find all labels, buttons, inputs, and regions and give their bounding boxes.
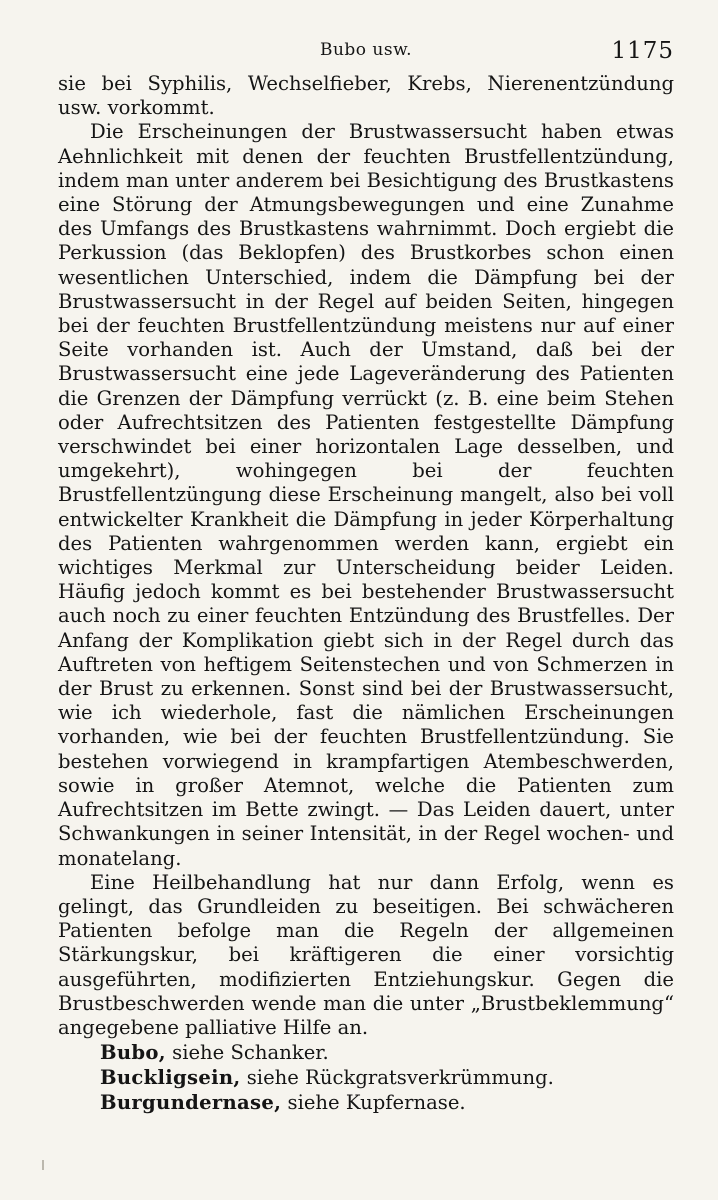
running-title: Bubo usw. xyxy=(319,40,413,60)
entry-headword: Bubo, xyxy=(100,1041,166,1065)
paragraph-symptoms: Die Erscheinungen der Brustwassersucht haben etwas Aehnlichkeit mit denen der feuchten Brustfellentzündung, indem man unter anderem bei Besichtigung des Brustkastens eine Störung der Atmungsbewegungen und eine Zunahme des Umfangs des Brustkastens wahrnimmt. Doch ergiebt die Perkussion (das Beklopfen) des Brustkorbes schon einen wesentlichen Unterschied, indem die Dämpfung bei der Brustwassersucht in der Regel auf beiden Seiten, hingegen bei der feuchten Brustfellentzündung meistens nur auf einer Seite vorhanden ist. Auch der Umstand, daß bei der Brustwassersucht eine jede Lageveränderung des Patienten die Grenzen der Dämpfung verrückt (z. B. eine beim Stehen oder Aufrechtsitzen des Patienten festgestellte Dämpfung verschwindet bei einer horizontalen Lage desselben, und umgekehrt), wohingegen bei der feuchten Brustfellentzüngung diese Erscheinung mangelt, also bei voll entwickelter Krankheit die Dämpfung in jeder Körperhaltung des Patienten wahrgenommen werden kann, ergiebt ein wichtiges Merkmal zur Unterscheidung beider Leiden. Häufig jedoch kommt es bei bestehender Brustwassersucht auch noch zu einer feuchten Entzündung des Brustfelles. Der Anfang der Komplikation giebt sich in der Regel durch das Auftreten von heftigem Seitenstechen und von Schmerzen in der Brust zu erkennen. Sonst sind bei der Brustwassersucht, wie ich wiederhole, fast die nämlichen Erscheinungen vorhanden, wie bei der feuchten Brustfellentzündung. Sie bestehen vorwiegend in krampfartigen Atembeschwerden, sowie in großer Atemnot, welche die Patienten zum Aufrechtsitzen im Bette zwingt. — Das Leiden dauert, unter Schwankungen in seiner Intensität, in der Regel wochen- und monatelang. xyxy=(58,120,674,870)
entry-headword: Burgundernase, xyxy=(100,1091,282,1115)
entry-headword: Buckligsein, xyxy=(100,1066,241,1090)
dictionary-entry-buckligsein xyxy=(100,1065,674,1090)
body-text xyxy=(58,72,674,1040)
dictionary-entry-bubo xyxy=(100,1040,674,1065)
book-page xyxy=(58,34,674,1115)
paragraph-continuation: sie bei Syphilis, Wechselfieber, Krebs, Nierenentzündung usw. vorkommt. xyxy=(58,72,674,120)
entry-reference: siehe Rückgratsverkrümmung. xyxy=(246,1066,554,1090)
page-number: 1175 xyxy=(611,38,674,64)
dictionary-entry-burgundernase xyxy=(100,1090,674,1115)
margin-mark xyxy=(42,1160,44,1170)
running-head xyxy=(58,34,674,72)
entry-reference: siehe Kupfernase. xyxy=(287,1091,466,1115)
paragraph-treatment: Eine Heilbehandlung hat nur dann Erfolg, wenn es gelingt, das Grundleiden zu beseitigen. Bei schwächeren Patienten befolge man die Regeln der allgemeinen Stärkungskur, bei kräftigeren die einer vorsichtig ausgeführten, modifizierten Entziehungskur. Gegen die Brustbeschwerden wende man die unter „Brustbeklemmung“ angegebene palliative Hilfe an. xyxy=(58,870,674,1039)
entry-reference: siehe Schanker. xyxy=(172,1041,329,1065)
